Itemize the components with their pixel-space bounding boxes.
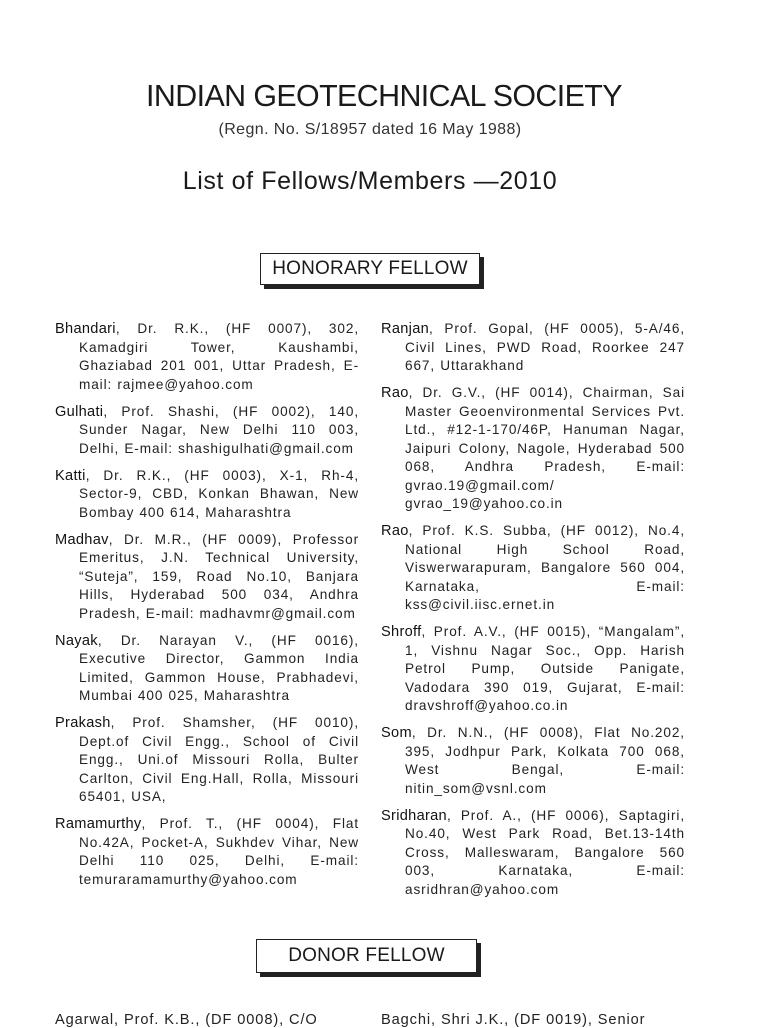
member-entry: [381, 807, 685, 900]
entry-name: Nayak: [55, 632, 98, 649]
entry-name: Katti: [55, 467, 86, 484]
entry-details: , Dr. R.K., (HF 0007), 302, Kamadgiri Tower, Kaushambi, Ghaziabad 201 001, Uttar Pradesh, E-mail: rajmee@yahoo.com: [79, 321, 359, 392]
entry-details: , Prof. A., (HF 0006), Saptagiri, No.40, West Park Road, Bet.13-14th Cross, Malleswaram, Bangalore 560 003, Karnataka, E-mail: asridhran@yahoo.com: [405, 807, 685, 897]
entry-details: , Prof. Gopal, (HF 0005), 5-A/46, Civil Lines, PWD Road, Roorkee 247 667, Uttarakhand: [405, 321, 685, 373]
member-entry: [55, 531, 359, 624]
member-entry: [381, 320, 685, 376]
entry-details: , Shri J.K., (DF 0019), Senior: [431, 1012, 646, 1028]
entry-details: , Dr. G.V., (HF 0014), Chairman, Sai Master Geoenvironmental Services Pvt. Ltd., #12-1-170/46P, Hanuman Nagar, Jaipuri Colony, Nagole, Hyderabad 500 068, Andhra Pradesh, E-mail: gvrao.19@gmail.com/ gvrao_19@yahoo.co.in: [405, 385, 685, 511]
member-entry: [55, 403, 359, 459]
entry-details: , Prof. Shamsher, (HF 0010), Dept.of Civil Engg., School of Civil Engg., Uni.of Missouri Rolla, Bulter Carlton, Civil Eng.Hall, Rolla, Missouri 65401, USA,: [79, 715, 359, 804]
entry-name: Ramamurthy: [55, 816, 142, 832]
member-entry: [381, 384, 685, 514]
entry-details: , Prof. Shashi, (HF 0002), 140, Sunder Nagar, New Delhi 110 003, Delhi, E-mail: shashigulhati@gmail.com: [79, 403, 359, 456]
entry-name: Rao: [381, 523, 409, 539]
page-title: INDIAN GEOTECHNICAL SOCIETY: [146, 78, 622, 113]
entry-details: , Prof. A.V., (HF 0015), “Mangalam”, 1, Vishnu Nagar Soc., Opp. Harish Petrol Pump, Outside Panigate, Vadodara 390 019, Gujarat, E-mail: dravshroff@yahoo.co.in: [405, 624, 685, 713]
entry-name: Gulhati: [55, 403, 104, 420]
member-entry: [381, 522, 685, 615]
entry-details: , Prof. K.B., (DF 0008), C/O: [114, 1012, 318, 1028]
entry-details: , Dr. M.R., (HF 0009), Professor Emeritus, J.N. Technical University, “Suteja”, 159, Road No.10, Banjara Hills, Hyderabad 500 034, Andhra Pradesh, E-mail: madhavmr@gmail.com: [79, 531, 359, 621]
entry-name: Sridharan: [381, 807, 447, 824]
member-entry: [55, 467, 359, 523]
entry-name: Shroff: [381, 624, 422, 640]
donor-fellow-heading: DONOR FELLOW: [256, 939, 477, 973]
entry-name: Agarwal: [55, 1012, 115, 1028]
donor-entry-right: [381, 1012, 645, 1028]
entry-name: Ranjan: [381, 321, 430, 337]
list-title: List of Fellows/Members —2010: [182, 167, 558, 195]
honorary-left-column: [55, 320, 359, 898]
entry-name: Bhandari: [55, 321, 116, 337]
honorary-fellow-heading: HONORARY FELLOW: [260, 253, 480, 285]
entry-details: , Dr. Narayan V., (HF 0016), Executive Director, Gammon India Limited, Gammon House, Prabhadevi, Mumbai 400 025, Maharashtra: [79, 632, 359, 703]
member-entry: [55, 815, 359, 889]
member-entry: [55, 632, 359, 706]
entry-details: , Prof. T., (HF 0004), Flat No.42A, Pocket-A, Sukhdev Vihar, New Delhi 110 025, Delhi, E-mail: temuraramamurthy@yahoo.com: [79, 816, 359, 887]
entry-details: , Dr. R.K., (HF 0003), X-1, Rh-4, Sector-9, CBD, Konkan Bhawan, New Bombay 400 614, Maharashtra: [79, 467, 359, 520]
entry-name: Madhav: [55, 531, 109, 548]
entry-details: , Dr. N.N., (HF 0008), Flat No.202, 395, Jodhpur Park, Kolkata 700 068, West Bengal, E-mail: nitin_som@vsnl.com: [405, 725, 685, 796]
member-entry: [381, 623, 685, 716]
donor-entry-left: [55, 1012, 318, 1028]
entry-details: , Prof. K.S. Subba, (HF 0012), No.4, National High School Road, Viswerwarapuram, Bangalore 560 004, Karnataka, E-mail: kss@civil.iisc.ernet.in: [405, 523, 685, 612]
member-entry: [55, 714, 359, 807]
entry-name: Rao: [381, 385, 409, 401]
member-entry: [55, 320, 359, 394]
member-entry: [381, 724, 685, 798]
honorary-right-column: [381, 320, 685, 908]
entry-name: Som: [381, 725, 412, 741]
registration-line: (Regn. No. S/18957 dated 16 May 1988): [218, 121, 522, 138]
entry-name: Bagchi: [381, 1012, 432, 1028]
entry-name: Prakash: [55, 715, 111, 731]
